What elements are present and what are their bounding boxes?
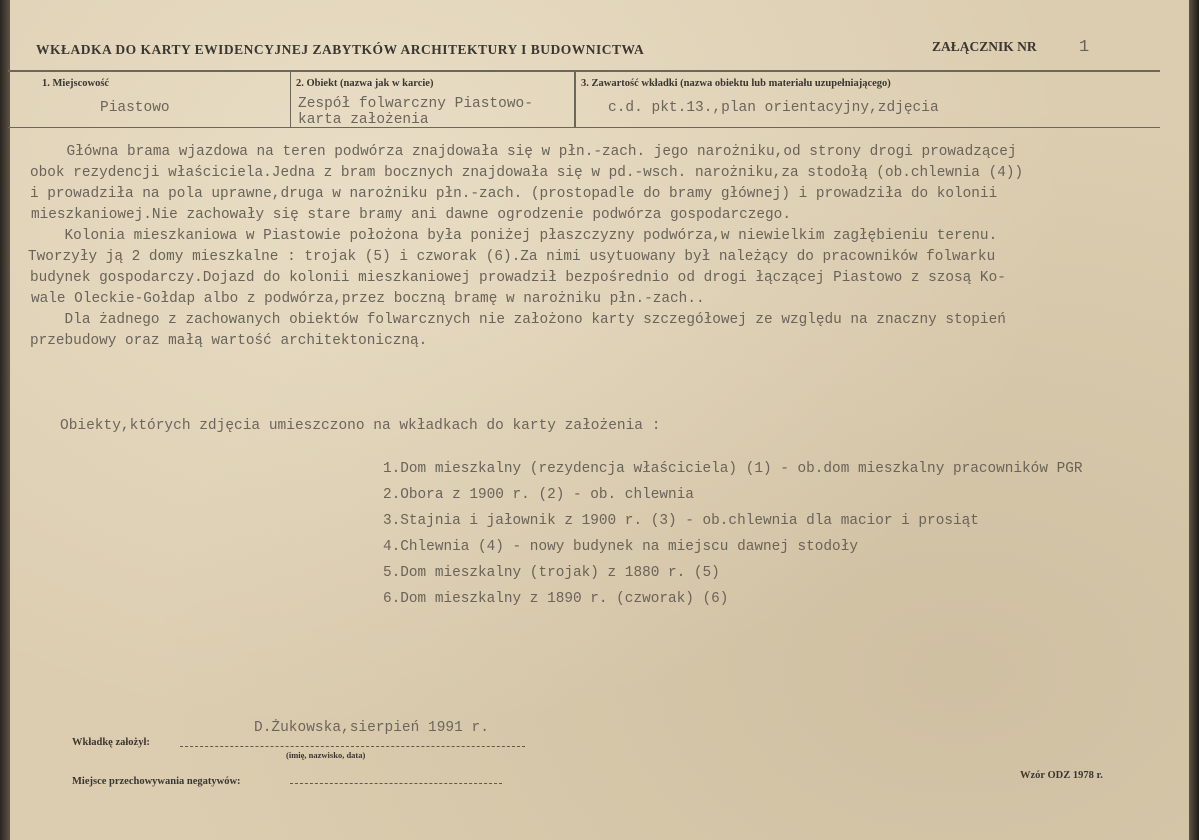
prepared-by-line (180, 746, 525, 747)
header-divider (8, 70, 1160, 72)
object-label: 2. Obiekt (nazwa jak w karcie) (296, 78, 434, 89)
description-line: Dla żadnego z zachowanych obiektów folwarcznych nie założono karty szczegółowej ze względu na znaczny stopień (30, 312, 1006, 328)
description-line: obok rezydencji właściciela.Jedna z bram bocznych znajdowała się w pd.-wsch. narożniku,za stodołą (ob.chlewnia (4)) (30, 165, 1024, 181)
object-value-line2: karta założenia (298, 112, 429, 128)
form-title: WKŁADKA DO KARTY EWIDENCYJNEJ ZABYTKÓW ARCHITEKTURY I BUDOWNICTWA (36, 42, 645, 57)
object-value-line1: Zespół folwarczny Piastowo- (298, 96, 533, 112)
description-line: mieszkaniowej.Nie zachowały się stare bramy ani dawne ogrodzenie podwórza gospodarczego. (31, 207, 791, 223)
list-item: 6.Dom mieszkalny z 1890 r. (czworak) (6) (383, 591, 729, 607)
locality-label: 1. Miejscowość (42, 78, 110, 89)
annex-label: ZAŁĄCZNIK NR (932, 39, 1037, 54)
description-line: Tworzyły ją 2 domy mieszkalne : trojak (5) i czworak (6).Za nimi usytuowany był należący do pracowników folwarku (28, 249, 996, 265)
object-value (298, 96, 533, 128)
contents-label: 3. Zawartość wkładki (nazwa obiektu lub materiału uzupełniającego) (581, 78, 891, 89)
photo-list-intro: Obiekty,których zdjęcia umieszczono na wkładkach do karty założenia : (60, 418, 661, 434)
description-line: Kolonia mieszkaniowa w Piastowie położona była poniżej płaszczyzny podwórza,w niewielkim zagłębieniu terenu. (30, 228, 998, 244)
description-line: przebudowy oraz małą wartość architektoniczną. (30, 333, 428, 349)
form-version: Wzór ODZ 1978 r. (1020, 770, 1103, 781)
prepared-by-label: Wkładkę założył: (72, 737, 150, 748)
description-line: i prowadziła na pola uprawne,druga w narożniku płn.-zach. (prostopadle do bramy głównej) i prowadziła do kolonii (30, 186, 998, 202)
prepared-by-hint: (imię, nazwisko, data) (286, 750, 366, 760)
list-item: 4.Chlewnia (4) - nowy budynek na miejscu dawnej stodoły (383, 539, 858, 555)
prepared-by-value: D.Żukowska,sierpień 1991 r. (254, 720, 489, 736)
list-item: 1.Dom mieszkalny (rezydencja właściciela) (1) - ob.dom mieszkalny pracowników PGR (383, 461, 1083, 477)
negatives-location-line (290, 783, 502, 784)
list-item: 3.Stajnia i jałownik z 1900 r. (3) - ob.chlewnia dla macior i prosiąt (383, 513, 979, 529)
description-text (28, 142, 1162, 352)
field-separator-1 (290, 71, 291, 127)
description-line: wale Oleckie-Gołdap albo z podwórza,przez boczną bramę w narożniku płn.-zach.. (31, 291, 705, 307)
field-separator-2 (574, 71, 576, 127)
annex-number: 1 (1079, 38, 1090, 57)
list-item: 2.Obora z 1900 r. (2) - ob. chlewnia (383, 487, 694, 503)
description-line: budynek gospodarczy.Dojazd do kolonii mieszkaniowej prowadził bezpośrednio od drogi łączącej Piastowo z szosą Ko- (30, 270, 1006, 286)
card-right-edge (1189, 0, 1199, 840)
photo-list (383, 456, 1083, 612)
description-line: Główna brama wjazdowa na teren podwórza znajdowała się w płn.-zach. jego narożniku,od strony drogi prowadzącej (32, 144, 1017, 160)
fields-divider (8, 127, 1160, 128)
locality-value: Piastowo (100, 100, 170, 116)
card-left-edge (0, 0, 10, 840)
list-item: 5.Dom mieszkalny (trojak) z 1880 r. (5) (383, 565, 720, 581)
negatives-location-label: Miejsce przechowywania negatywów: (72, 776, 241, 787)
contents-value: c.d. pkt.13.,plan orientacyjny,zdjęcia (608, 100, 939, 116)
